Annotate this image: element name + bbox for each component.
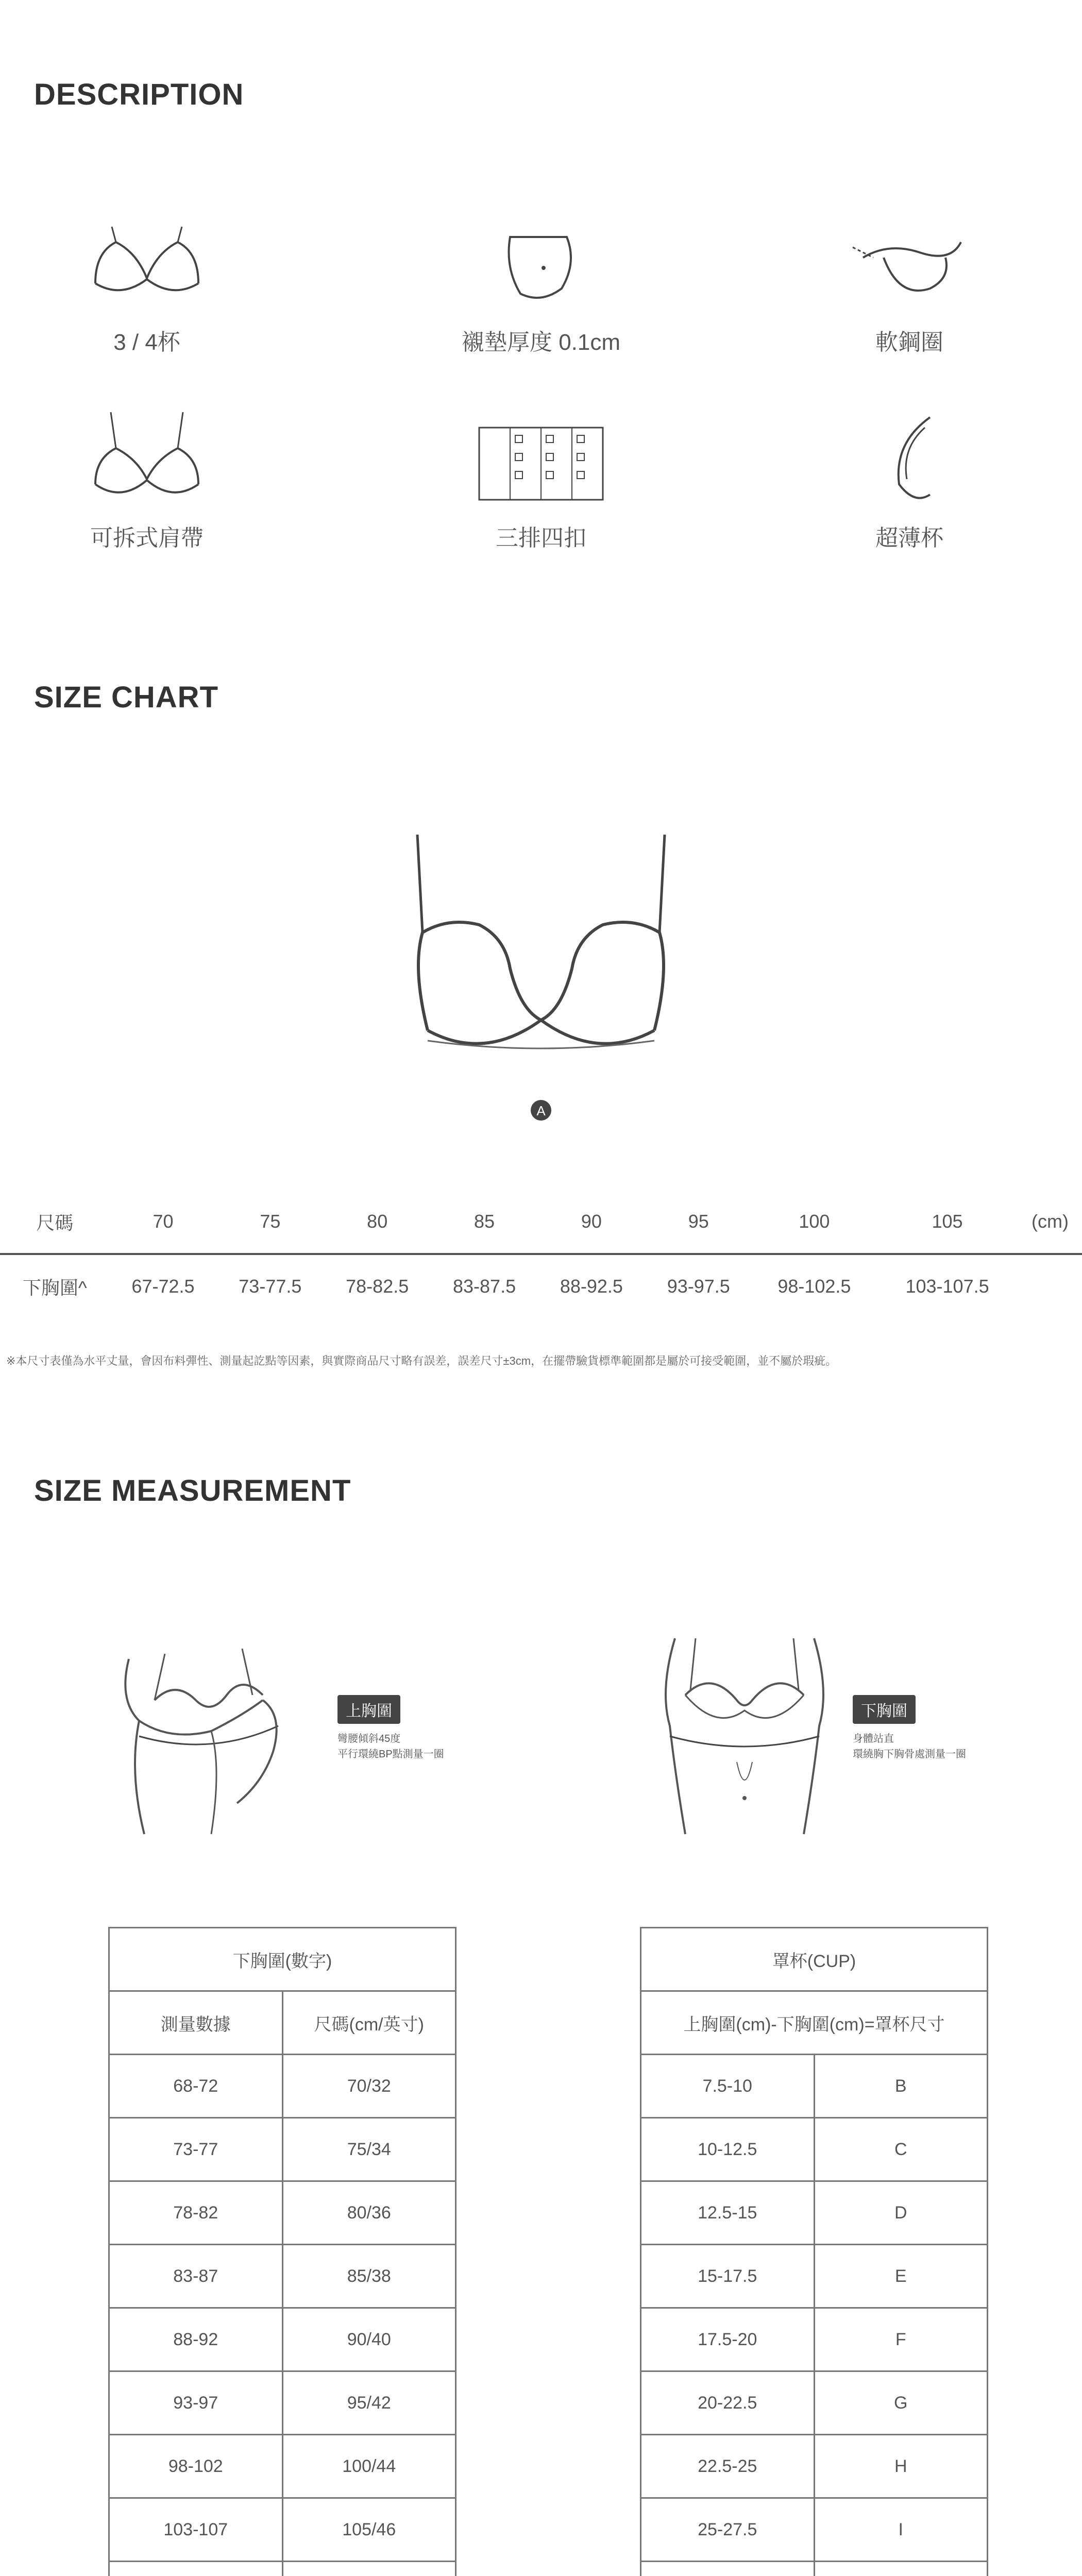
under-bust-table-header: 測量數據	[109, 1991, 283, 2055]
cup-table-row	[641, 2562, 988, 2576]
cell: 95/42	[282, 2371, 456, 2435]
cell: 10-12.5	[641, 2118, 815, 2181]
upper-bust-callout	[337, 1695, 444, 1762]
desc-label: 軟鋼圈	[875, 330, 943, 355]
size-chart-table	[0, 1190, 1082, 1318]
desc-label: 可拆式肩帶	[90, 526, 204, 551]
under-bust-table-row	[109, 2308, 456, 2371]
cell: 7.5-10	[641, 2055, 815, 2118]
size-chart-cell: 103-107.5	[905, 1276, 989, 1297]
cell: 103-107	[109, 2498, 283, 2562]
size-chart-header: 90	[538, 1190, 645, 1254]
size-chart-header: 105	[876, 1190, 1018, 1254]
cup-table-row	[641, 2435, 988, 2498]
size-chart-header-row	[0, 1190, 1082, 1254]
cell: 73-77	[109, 2118, 283, 2181]
size-chart-header: 尺碼	[0, 1190, 110, 1254]
upper-bust-figure-icon	[108, 1638, 325, 1844]
cell	[641, 2562, 815, 2576]
cell: 88-92	[109, 2308, 283, 2371]
cup-table-row	[641, 2118, 988, 2181]
section-title-size-measurement: SIZE MEASUREMENT	[34, 1474, 351, 1507]
section-title-size-chart: SIZE CHART	[34, 681, 218, 714]
pad-thickness-icon	[474, 222, 608, 314]
cup-table-row	[641, 2181, 988, 2245]
size-chart-cell: 88-92.5	[560, 1276, 623, 1297]
desc-label: 三排四扣	[496, 526, 586, 551]
cell: 20-22.5	[641, 2371, 815, 2435]
under-bust-table-header: 尺碼(cm/英寸)	[282, 1991, 456, 2055]
size-chart-cell: 78-82.5	[346, 1276, 409, 1297]
size-chart-cell: 98-102.5	[777, 1276, 851, 1297]
cell: 83-87	[109, 2245, 283, 2308]
upper-bust-note-2: 平行環繞BP點測量一圈	[337, 1749, 444, 1760]
cell	[282, 2562, 456, 2576]
under-bust-table-caption: 下胸圍(數字)	[109, 1928, 456, 1991]
under-bust-table-row	[109, 2118, 456, 2181]
cell: 22.5-25	[641, 2435, 815, 2498]
under-bust-table-row	[109, 2371, 456, 2435]
cell: 85/38	[282, 2245, 456, 2308]
cell: 105/46	[282, 2498, 456, 2562]
cell: 12.5-15	[641, 2181, 815, 2245]
cell: 80/36	[282, 2181, 456, 2245]
desc-item-34-cup	[18, 222, 276, 357]
hook-eye-icon	[474, 417, 608, 510]
cell	[814, 2562, 988, 2576]
under-bust-note-2: 環繞胸下胸骨處測量一圈	[853, 1749, 966, 1760]
size-chart-header: 95	[645, 1190, 752, 1254]
cell: F	[814, 2308, 988, 2371]
desc-label: 3 / 4杯	[113, 330, 180, 355]
cell: G	[814, 2371, 988, 2435]
cup-table-row	[641, 2371, 988, 2435]
cup-34-icon	[80, 222, 214, 314]
desc-label: 襯墊厚度 0.1cm	[461, 330, 621, 355]
size-chart-cell: 93-97.5	[667, 1276, 730, 1297]
under-bust-table-row	[109, 2055, 456, 2118]
bra-diagram-icon	[392, 814, 690, 1133]
soft-underwire-icon	[842, 222, 976, 314]
under-bust-callout	[853, 1695, 966, 1762]
size-chart-note: ※本尺寸表僅為水平丈量，會因布料彈性、測量起訖點等因素，與實際商品尺寸略有誤差，誤差尺寸±3cm，在擺帶驗貨標準範圍都是屬於可接受範圍，並不屬於瑕疵。	[6, 1354, 837, 1367]
under-bust-table-row	[109, 2245, 456, 2308]
cell: 70/32	[282, 2055, 456, 2118]
under-bust-table	[108, 1927, 457, 2576]
cell: 93-97	[109, 2371, 283, 2435]
upper-bust-note-1: 彎腰傾斜45度	[337, 1733, 401, 1744]
cup-table-row	[641, 2308, 988, 2371]
size-chart-cell	[1018, 1254, 1082, 1318]
under-bust-table-row	[109, 2498, 456, 2562]
cell: 100/44	[282, 2435, 456, 2498]
desc-label: 超薄杯	[875, 526, 943, 551]
size-chart-header: 70	[110, 1190, 217, 1254]
under-bust-note-1: 身體站直	[853, 1733, 894, 1744]
size-chart-header: 80	[324, 1190, 431, 1254]
cell: 68-72	[109, 2055, 283, 2118]
cell: B	[814, 2055, 988, 2118]
section-title-description: DESCRIPTION	[34, 78, 244, 111]
size-chart-header: 75	[216, 1190, 324, 1254]
upper-bust-badge: 上胸圍	[337, 1695, 400, 1724]
desc-item-hooks	[412, 417, 670, 552]
cup-table-header: 上胸圍(cm)-下胸圍(cm)=罩杯尺寸	[641, 1991, 988, 2055]
desc-item-underwire	[781, 222, 1038, 357]
cell: D	[814, 2181, 988, 2245]
cup-table-row	[641, 2245, 988, 2308]
ultra-thin-cup-icon	[842, 407, 976, 510]
under-bust-badge: 下胸圍	[853, 1695, 916, 1724]
cup-table-row	[641, 2498, 988, 2562]
size-chart-row	[0, 1254, 1082, 1318]
size-chart-cell: 83-87.5	[453, 1276, 516, 1297]
detachable-strap-icon	[80, 407, 214, 510]
cell: 98-102	[109, 2435, 283, 2498]
cell: 15-17.5	[641, 2245, 815, 2308]
cell: 25-27.5	[641, 2498, 815, 2562]
under-bust-table-row	[109, 2181, 456, 2245]
cell: C	[814, 2118, 988, 2181]
cell: 75/34	[282, 2118, 456, 2181]
size-chart-header: 85	[431, 1190, 538, 1254]
cup-table-caption: 罩杯(CUP)	[641, 1928, 988, 1991]
under-bust-table-row	[109, 2562, 456, 2576]
cell: H	[814, 2435, 988, 2498]
size-chart-header: 100	[752, 1190, 876, 1254]
size-marker-label: A	[536, 1103, 546, 1118]
size-chart-row-label: 下胸圍^	[22, 1277, 87, 1298]
cell: 17.5-20	[641, 2308, 815, 2371]
under-bust-figure-icon	[639, 1628, 855, 1844]
size-chart-cell: 67-72.5	[131, 1276, 195, 1297]
cell	[109, 2562, 283, 2576]
desc-item-strap	[18, 407, 276, 552]
cell: E	[814, 2245, 988, 2308]
cell: 78-82	[109, 2181, 283, 2245]
size-chart-header: (cm)	[1018, 1190, 1082, 1254]
under-bust-table-row	[109, 2435, 456, 2498]
cell: 90/40	[282, 2308, 456, 2371]
cell: I	[814, 2498, 988, 2562]
desc-item-thin-cup	[781, 407, 1038, 552]
desc-item-pad	[412, 222, 670, 357]
size-chart-cell: 73-77.5	[239, 1276, 302, 1297]
cup-table-row	[641, 2055, 988, 2118]
cup-size-table	[640, 1927, 988, 2576]
